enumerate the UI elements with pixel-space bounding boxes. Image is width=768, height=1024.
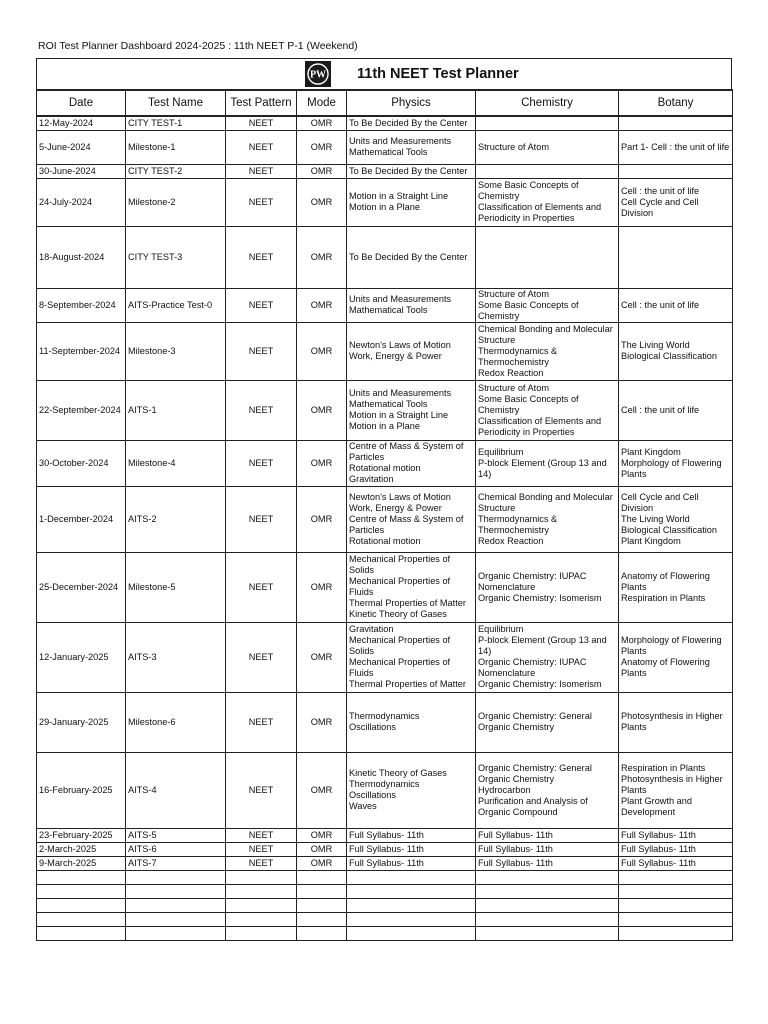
date-cell: 12-January-2025 [37, 622, 126, 692]
date-cell: 16-February-2025 [37, 752, 126, 828]
botany-topic: Full Syllabus- 11th [621, 843, 696, 854]
date-cell: 30-October-2024 [37, 440, 126, 486]
botany-topic: Plant Growth and Development [621, 795, 692, 817]
date-cell: 22-September-2024 [37, 380, 126, 440]
botany-topic: Full Syllabus- 11th [621, 857, 696, 868]
botany-topic: Biological Classification [621, 351, 718, 361]
date-cell: 24-July-2024 [37, 178, 126, 226]
empty-cell [297, 898, 347, 912]
physics-cell [347, 322, 476, 380]
empty-cell [297, 926, 347, 940]
empty-cell [476, 898, 619, 912]
date-cell: 2-March-2025 [37, 842, 126, 856]
chemistry-topic: Some Basic Concepts of Chemistry [478, 180, 579, 201]
empty-cell [297, 884, 347, 898]
physics-topic: Units and Measurements [349, 294, 452, 304]
chemistry-topic: Redox Reaction [478, 367, 544, 378]
physics-topic: Units and Measurements [349, 388, 452, 398]
pw-logo [305, 61, 331, 87]
date-cell: 9-March-2025 [37, 856, 126, 870]
physics-cell [347, 622, 476, 692]
chemistry-cell [476, 164, 619, 178]
botany-cell [619, 380, 733, 440]
physics-cell [347, 692, 476, 752]
mode-cell: OMR [297, 752, 347, 828]
empty-cell [619, 898, 733, 912]
chemistry-topic: Chemical Bonding and Molecular Structure [478, 491, 613, 513]
chemistry-topic: Hydrocarbon [478, 784, 531, 795]
mode-cell: OMR [297, 692, 347, 752]
empty-cell [347, 870, 476, 884]
chemistry-topic: Some Basic Concepts of Chemistry [478, 393, 579, 415]
chemistry-topic: Classification of Elements and Periodicity in Properties [478, 415, 602, 437]
physics-cell [347, 164, 476, 178]
test-name-cell: AITS-4 [126, 752, 226, 828]
physics-cell [347, 440, 476, 486]
physics-topic: Gravitation [349, 474, 394, 484]
page-title: 11th NEET Test Planner [357, 66, 519, 82]
chemistry-topic: Equilibrium [478, 446, 524, 457]
empty-cell [619, 912, 733, 926]
physics-topic: Mechanical Properties of Solids [349, 554, 451, 575]
physics-topic: Oscillations [349, 722, 396, 732]
mode-cell: OMR [297, 440, 347, 486]
chemistry-cell [476, 116, 619, 130]
empty-cell [347, 912, 476, 926]
physics-topic: Mechanical Properties of Solids [349, 635, 451, 656]
test-pattern-cell: NEET [226, 692, 297, 752]
col-test-pattern: Test Pattern [226, 90, 297, 116]
empty-cell [476, 912, 619, 926]
chemistry-topic: Organic Chemistry: IUPAC Nomenclature [478, 657, 587, 678]
physics-topic: Work, Energy & Power [349, 502, 442, 513]
botany-cell [619, 692, 733, 752]
botany-topic: Biological Classification [621, 524, 718, 535]
test-pattern-cell: NEET [226, 440, 297, 486]
empty-cell [37, 898, 126, 912]
table-row [37, 552, 733, 622]
chemistry-topic: Redox Reaction [478, 535, 544, 546]
chemistry-cell [476, 288, 619, 322]
physics-topic: Oscillations [349, 790, 396, 800]
test-pattern-cell: NEET [226, 486, 297, 552]
chemistry-topic: Full Syllabus- 11th [478, 857, 553, 868]
physics-topic: Thermal Properties of Matter [349, 679, 466, 689]
test-name-cell: AITS-5 [126, 828, 226, 842]
physics-topic: Mechanical Properties of Fluids [349, 576, 451, 597]
empty-cell [126, 884, 226, 898]
physics-topic: Motion in a Plane [349, 202, 420, 212]
physics-topic: Full Syllabus- 11th [349, 857, 424, 868]
empty-cell [126, 912, 226, 926]
test-pattern-cell: NEET [226, 130, 297, 164]
chemistry-topic: P-block Element (Group 13 and 14) [478, 635, 607, 656]
botany-topic: Cell : the unit of life [621, 185, 700, 196]
mode-cell: OMR [297, 856, 347, 870]
botany-cell [619, 552, 733, 622]
empty-cell [619, 870, 733, 884]
physics-topic: Full Syllabus- 11th [349, 843, 424, 854]
botany-topic: Cell Cycle and Cell Division [621, 491, 699, 513]
physics-topic: Motion in a Straight Line [349, 410, 449, 420]
physics-topic: Centre of Mass & System of Particles [349, 513, 464, 535]
mode-cell: OMR [297, 322, 347, 380]
table-row [37, 288, 733, 322]
table-header-row [37, 90, 733, 116]
empty-cell [126, 926, 226, 940]
physics-topic: Centre of Mass & System of Particles [349, 441, 464, 462]
date-cell: 8-September-2024 [37, 288, 126, 322]
physics-topic: Mechanical Properties of Fluids [349, 657, 451, 678]
test-name-cell: Milestone-5 [126, 552, 226, 622]
table-row [37, 692, 733, 752]
physics-topic: Newton's Laws of Motion [349, 491, 451, 502]
table-row [37, 178, 733, 226]
botany-topic: Plant Kingdom [621, 446, 681, 457]
table-row [37, 752, 733, 828]
planner-sheet [36, 58, 732, 941]
table-row [37, 856, 733, 870]
empty-cell [619, 884, 733, 898]
physics-cell [347, 226, 476, 288]
empty-cell [37, 884, 126, 898]
physics-cell [347, 486, 476, 552]
botany-topic: Cell : the unit of life [621, 299, 700, 310]
physics-topic: Gravitation [349, 624, 394, 634]
title-row [36, 58, 732, 89]
physics-topic: Thermodynamics [349, 779, 420, 789]
date-cell: 30-June-2024 [37, 164, 126, 178]
chemistry-cell [476, 440, 619, 486]
physics-cell [347, 752, 476, 828]
col-physics: Physics [347, 90, 476, 116]
physics-topic: Newton's Laws of Motion [349, 340, 451, 350]
test-pattern-cell: NEET [226, 842, 297, 856]
date-cell: 25-December-2024 [37, 552, 126, 622]
chemistry-topic: Some Basic Concepts of Chemistry [478, 299, 579, 321]
table-row [37, 486, 733, 552]
date-cell: 1-December-2024 [37, 486, 126, 552]
chemistry-topic: Full Syllabus- 11th [478, 829, 553, 840]
botany-topic: Photosynthesis in Higher Plants [621, 773, 723, 795]
chemistry-cell [476, 856, 619, 870]
botany-cell [619, 116, 733, 130]
date-cell: 23-February-2025 [37, 828, 126, 842]
botany-topic: Full Syllabus- 11th [621, 829, 696, 840]
chemistry-topic: P-block Element (Group 13 and 14) [478, 457, 607, 479]
empty-cell [476, 884, 619, 898]
empty-cell [226, 884, 297, 898]
physics-topic: To Be Decided By the Center [349, 251, 468, 262]
table-row [37, 130, 733, 164]
empty-cell [297, 870, 347, 884]
table-row [37, 164, 733, 178]
physics-cell [347, 856, 476, 870]
chemistry-topic: Organic Chemistry: General Organic Chemistry [478, 762, 592, 784]
empty-cell [297, 912, 347, 926]
mode-cell: OMR [297, 552, 347, 622]
test-name-cell: AITS-7 [126, 856, 226, 870]
empty-cell [347, 898, 476, 912]
date-cell: 18-August-2024 [37, 226, 126, 288]
mode-cell: OMR [297, 486, 347, 552]
test-name-cell: AITS-3 [126, 622, 226, 692]
chemistry-cell [476, 552, 619, 622]
test-pattern-cell: NEET [226, 226, 297, 288]
chemistry-topic: Purification and Analysis of Organic Compound [478, 795, 588, 817]
physics-cell [347, 288, 476, 322]
physics-topic: Mathematical Tools [349, 305, 428, 315]
test-pattern-cell: NEET [226, 322, 297, 380]
physics-topic: Thermodynamics [349, 711, 420, 721]
chemistry-topic: Structure of Atom [478, 288, 549, 299]
chemistry-cell [476, 380, 619, 440]
physics-cell [347, 380, 476, 440]
chemistry-cell [476, 842, 619, 856]
mode-cell: OMR [297, 828, 347, 842]
table-row [37, 380, 733, 440]
test-name-cell: Milestone-6 [126, 692, 226, 752]
botany-topic: Morphology of Flowering Plants [621, 457, 722, 479]
physics-topic: Units and Measurements [349, 136, 452, 146]
chemistry-topic: Thermodynamics & Thermochemistry [478, 345, 558, 367]
empty-row [37, 870, 733, 884]
chemistry-topic: Organic Chemistry: Isomerism [478, 679, 602, 689]
test-pattern-cell: NEET [226, 828, 297, 842]
physics-topic: Thermal Properties of Matter [349, 598, 466, 608]
botany-topic: The Living World [621, 340, 690, 350]
empty-cell [226, 870, 297, 884]
chemistry-topic: Equilibrium [478, 624, 524, 634]
table-row [37, 842, 733, 856]
chemistry-topic: Chemical Bonding and Molecular Structure [478, 323, 613, 345]
test-pattern-cell: NEET [226, 380, 297, 440]
test-name-cell: Milestone-3 [126, 322, 226, 380]
chemistry-topic: Organic Chemistry: General Organic Chemistry [478, 711, 592, 732]
physics-topic: To Be Decided By the Center [349, 117, 468, 128]
botany-topic: The Living World [621, 513, 690, 524]
table-row [37, 322, 733, 380]
empty-cell [226, 898, 297, 912]
empty-cell [226, 912, 297, 926]
physics-topic: Rotational motion [349, 535, 421, 546]
botany-topic: Respiration in Plants [621, 592, 706, 603]
botany-cell [619, 622, 733, 692]
botany-cell [619, 486, 733, 552]
table-row [37, 622, 733, 692]
planner-table [36, 89, 733, 941]
chemistry-topic: Thermodynamics & Thermochemistry [478, 513, 558, 535]
physics-topic: Work, Energy & Power [349, 351, 442, 361]
test-name-cell: CITY TEST-3 [126, 226, 226, 288]
table-row [37, 440, 733, 486]
test-pattern-cell: NEET [226, 178, 297, 226]
botany-cell [619, 178, 733, 226]
physics-topic: Rotational motion [349, 463, 421, 473]
physics-topic: Kinetic Theory of Gases [349, 768, 447, 778]
botany-topic: Cell Cycle and Cell Division [621, 196, 699, 218]
botany-cell [619, 164, 733, 178]
mode-cell: OMR [297, 842, 347, 856]
chemistry-cell [476, 752, 619, 828]
test-pattern-cell: NEET [226, 752, 297, 828]
table-body [37, 116, 733, 940]
empty-cell [619, 926, 733, 940]
chemistry-cell [476, 486, 619, 552]
botany-cell [619, 842, 733, 856]
mode-cell: OMR [297, 288, 347, 322]
botany-topic: Anatomy of Flowering Plants [621, 570, 710, 592]
botany-topic: Morphology of Flowering Plants [621, 635, 722, 656]
empty-cell [476, 870, 619, 884]
physics-topic: Mathematical Tools [349, 147, 428, 157]
test-name-cell: Milestone-1 [126, 130, 226, 164]
botany-topic: Anatomy of Flowering Plants [621, 657, 710, 678]
col-test-name: Test Name [126, 90, 226, 116]
test-pattern-cell: NEET [226, 622, 297, 692]
chemistry-topic: Organic Chemistry: Isomerism [478, 592, 602, 603]
empty-cell [37, 926, 126, 940]
physics-cell [347, 552, 476, 622]
chemistry-cell [476, 692, 619, 752]
mode-cell: OMR [297, 178, 347, 226]
test-pattern-cell: NEET [226, 552, 297, 622]
botany-topic: Cell : the unit of life [621, 404, 700, 415]
date-cell: 11-September-2024 [37, 322, 126, 380]
chemistry-topic: Full Syllabus- 11th [478, 843, 553, 854]
empty-row [37, 884, 733, 898]
col-date: Date [37, 90, 126, 116]
physics-topic: Motion in a Plane [349, 421, 420, 431]
botany-cell [619, 288, 733, 322]
physics-topic: Waves [349, 801, 377, 811]
col-botany: Botany [619, 90, 733, 116]
empty-cell [37, 912, 126, 926]
test-pattern-cell: NEET [226, 116, 297, 130]
physics-topic: To Be Decided By the Center [349, 165, 468, 176]
botany-topic: Photosynthesis in Higher Plants [621, 711, 723, 732]
table-row [37, 226, 733, 288]
test-name-cell: AITS-2 [126, 486, 226, 552]
physics-cell [347, 130, 476, 164]
test-name-cell: AITS-6 [126, 842, 226, 856]
empty-cell [476, 926, 619, 940]
botany-cell [619, 828, 733, 842]
physics-topic: Full Syllabus- 11th [349, 829, 424, 840]
table-row [37, 828, 733, 842]
col-mode: Mode [297, 90, 347, 116]
mode-cell: OMR [297, 380, 347, 440]
test-name-cell: Milestone-4 [126, 440, 226, 486]
physics-topic: Kinetic Theory of Gases [349, 609, 447, 619]
pw-logo-icon [307, 63, 329, 85]
empty-row [37, 912, 733, 926]
logo-text: PW [309, 69, 327, 81]
chemistry-cell [476, 226, 619, 288]
mode-cell: OMR [297, 116, 347, 130]
botany-cell [619, 322, 733, 380]
botany-cell [619, 856, 733, 870]
botany-cell [619, 130, 733, 164]
mode-cell: OMR [297, 226, 347, 288]
test-name-cell: AITS-Practice Test-0 [126, 288, 226, 322]
test-name-cell: CITY TEST-1 [126, 116, 226, 130]
botany-topic: Plant Kingdom [621, 535, 681, 546]
date-cell: 12-May-2024 [37, 116, 126, 130]
chemistry-cell [476, 828, 619, 842]
test-pattern-cell: NEET [226, 288, 297, 322]
chemistry-topic: Organic Chemistry: IUPAC Nomenclature [478, 570, 587, 592]
date-cell: 5-June-2024 [37, 130, 126, 164]
chemistry-cell [476, 622, 619, 692]
test-pattern-cell: NEET [226, 164, 297, 178]
botany-cell [619, 440, 733, 486]
physics-cell [347, 842, 476, 856]
empty-cell [347, 926, 476, 940]
mode-cell: OMR [297, 130, 347, 164]
botany-topic: Respiration in Plants [621, 762, 706, 773]
document-header: ROI Test Planner Dashboard 2024-2025 : 11th NEET P-1 (Weekend) [38, 40, 358, 52]
physics-cell [347, 178, 476, 226]
chemistry-topic: Structure of Atom [478, 141, 549, 152]
chemistry-topic: Classification of Elements and Periodicity in Properties [478, 202, 602, 223]
empty-cell [347, 884, 476, 898]
test-pattern-cell: NEET [226, 856, 297, 870]
chemistry-cell [476, 178, 619, 226]
empty-cell [37, 870, 126, 884]
empty-cell [126, 870, 226, 884]
col-chemistry: Chemistry [476, 90, 619, 116]
test-name-cell: Milestone-2 [126, 178, 226, 226]
physics-topic: Motion in a Straight Line [349, 191, 449, 201]
physics-cell [347, 828, 476, 842]
botany-cell [619, 226, 733, 288]
chemistry-topic: Structure of Atom [478, 382, 549, 393]
date-cell: 29-January-2025 [37, 692, 126, 752]
mode-cell: OMR [297, 164, 347, 178]
table-row [37, 116, 733, 130]
empty-row [37, 926, 733, 940]
empty-row [37, 898, 733, 912]
chemistry-cell [476, 322, 619, 380]
botany-cell [619, 752, 733, 828]
physics-cell [347, 116, 476, 130]
empty-cell [126, 898, 226, 912]
empty-cell [226, 926, 297, 940]
chemistry-cell [476, 130, 619, 164]
mode-cell: OMR [297, 622, 347, 692]
test-name-cell: AITS-1 [126, 380, 226, 440]
physics-topic: Mathematical Tools [349, 399, 428, 409]
test-name-cell: CITY TEST-2 [126, 164, 226, 178]
botany-topic: Part 1- Cell : the unit of life [621, 141, 730, 152]
